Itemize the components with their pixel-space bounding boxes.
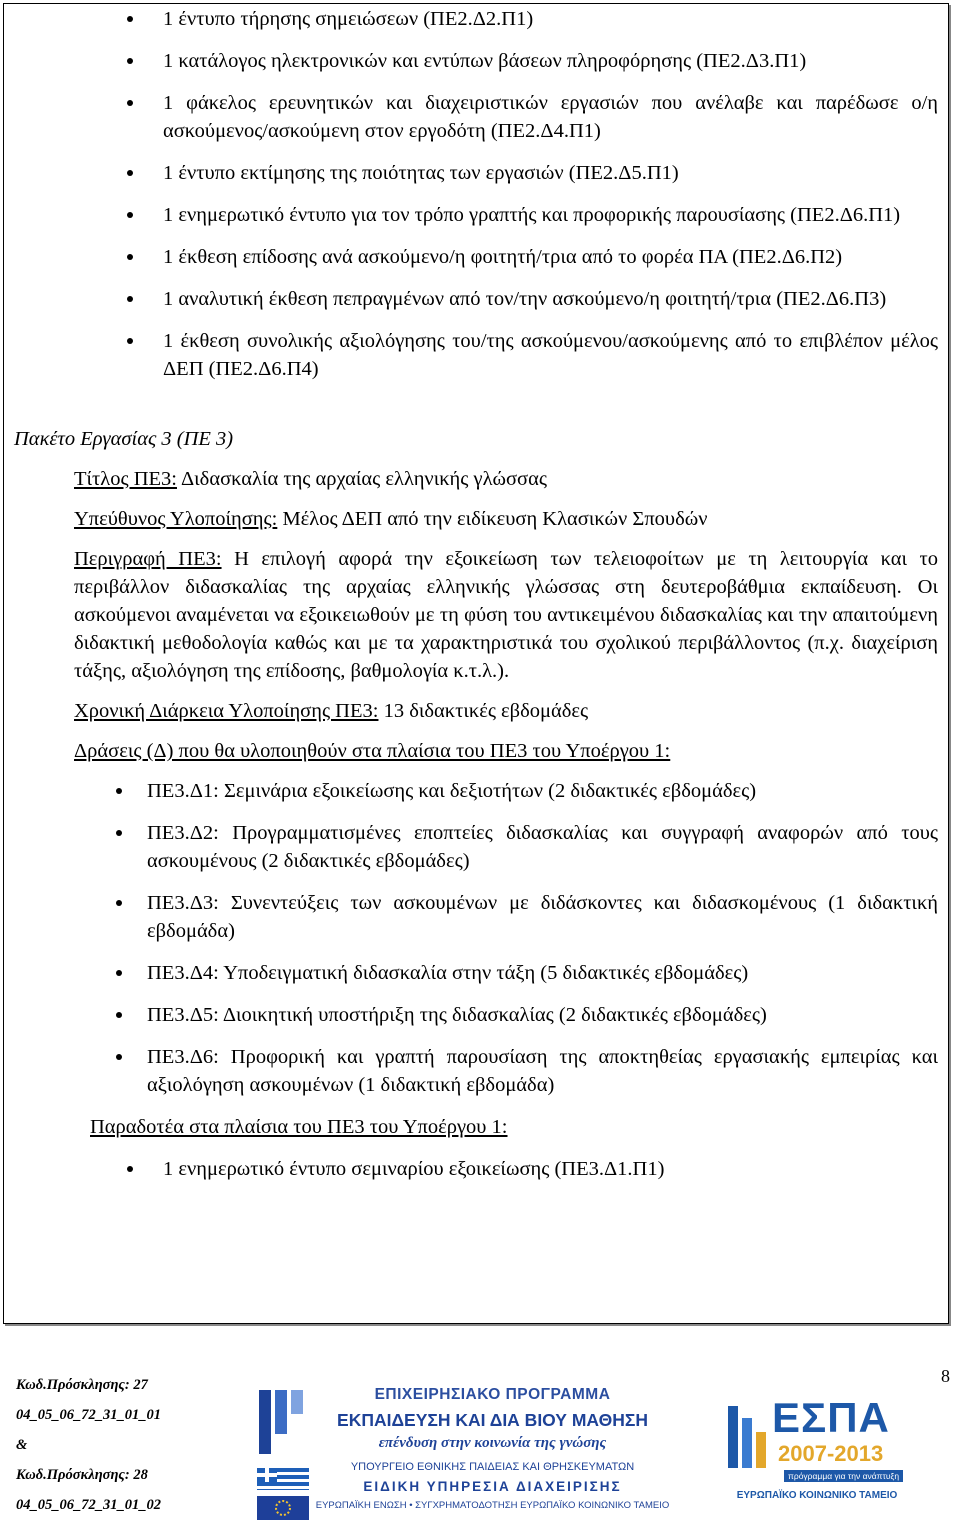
bullet-icon: [127, 1166, 133, 1172]
list-item: ΠΕ3.Δ4: Υποδειγματική διδασκαλία στην τάξη (5 διδακτικές εβδομάδες): [74, 959, 938, 987]
deliverables-heading: Παραδοτέα στα πλαίσια του ΠΕ3 του Υποέργου 1:: [90, 1116, 508, 1138]
description-paragraph: Περιγραφή ΠΕ3: Η επιλογή αφορά την εξοικείωση των τελειοφοίτων με τη λειτουργία και το περιβάλλον διδασκαλίας της αρχαίας ελληνικής γλώσσας στη δευτεροβάθμια εκπαίδευση. Οι ασκούμενοι αναμένεται να εξοικειωθούν με τη φύση του αντικειμένου διδασκαλίας και την απαιτούμενη διδακτική μεθοδολογία καθώς και με τα χαρακτηριστικά του σχολικού περιβάλλοντος (π.χ. διαχείριση τάξης, αξιολόγηση της επίδοσης, βαθμολογία κ.τ.λ.).: [74, 548, 938, 682]
list-item: ΠΕ3.Δ2: Προγραμματισμένες εποπτείες διδασκαλίας και συγγραφή αναφορών από τους ασκουμένους (2 διδακτικές εβδομάδες): [74, 819, 938, 875]
actions-heading: Δράσεις (Δ) που θα υλοποιηθούν στα πλαίσια του ΠΕ3 του Υποέργου 1:: [74, 740, 671, 762]
list-item: 1 ενημερωτικό έντυπο για τον τρόπο γραπτής και προφορικής παρουσίασης (ΠΕ2.Δ6.Π1): [14, 201, 938, 229]
bullet-icon: [116, 1054, 122, 1060]
list-item: 1 φάκελος ερευνητικών και διαχειριστικών εργασιών που ανέλαβε και παρέδωσε ο/η ασκούμενος/ασκούμενη στον εργοδότη (ΠΕ2.Δ4.Π1): [14, 89, 938, 145]
bullet-icon: [127, 58, 133, 64]
list-item: 1 έκθεση επίδοσης ανά ασκούμενο/η φοιτητή/τρια από το φορέα ΠΑ (ΠΕ2.Δ6.Π2): [14, 243, 938, 271]
work-package-details: [14, 465, 938, 765]
bullet-icon: [127, 100, 133, 106]
deliverables-list-pe3: [14, 1155, 938, 1183]
greek-flag-icon: [255, 1466, 311, 1522]
bullet-icon: [127, 338, 133, 344]
list-item: 1 έντυπο τήρησης σημειώσεων (ΠΕ2.Δ2.Π1): [14, 5, 938, 33]
bullet-icon: [116, 1012, 122, 1018]
espa-emblem-icon: [722, 1400, 772, 1480]
bullet-icon: [116, 788, 122, 794]
document-body: [14, 5, 938, 1183]
list-item: 1 κατάλογος ηλεκτρονικών και εντύπων βάσεων πληροφόρησης (ΠΕ2.Δ3.Π1): [14, 47, 938, 75]
list-item: ΠΕ3.Δ5: Διοικητική υποστήριξη της διδασκαλίας (2 διδακτικές εβδομάδες): [74, 1001, 938, 1029]
list-item: ΠΕ3.Δ3: Συνεντεύξεις των ασκουμένων με διδάσκοντες και διδασκομένους (1 διδακτική εβδομάδα): [74, 889, 938, 945]
duration-line: Χρονική Διάρκεια Υλοποίησης ΠΕ3: 13 διδακτικές εβδομάδες: [74, 700, 589, 722]
program-logo: ΕΠΙΧΕΙΡΗΣΙΑΚΟ ΠΡΟΓΡΑΜΜΑ ΕΚΠΑΙΔΕΥΣΗ ΚΑΙ ΔΙΑ ΒΙΟΥ ΜΑΘΗΣΗ επένδυση στην κοινωνία της γνώσης ΥΠΟΥΡΓΕΙΟ ΕΘΝΙΚΗΣ ΠΑΙΔΕΙΑΣ ΚΑΙ ΘΡΗΣΚΕΥΜΑΤΩΝ ΕΙΔΙΚΗ ΥΠΗΡΕΣΙΑ ΔΙΑΧΕΙΡΙΣΗΣ ΕΥΡΩΠΑΪΚΗ ΕΝΩΣΗ • ΣΥΓΧΡΗΜΑΤΟΔΟΤΗΣΗ ΕΥΡΩΠΑΪΚΟ ΚΟΙΝΩΝΙΚΟ ΤΑΜΕΙΟ: [255, 1386, 670, 1524]
actions-list: [14, 777, 938, 1099]
responsible-line: Υπεύθυνος Υλοποίησης: Μέλος ΔΕΠ από την ειδίκευση Κλασικών Σπουδών: [74, 508, 708, 530]
bullet-icon: [116, 830, 122, 836]
bullet-icon: [116, 970, 122, 976]
page-number: 8: [941, 1366, 950, 1386]
list-item: 1 έντυπο εκτίμησης της ποιότητας των εργασιών (ΠΕ2.Δ5.Π1): [14, 159, 938, 187]
bullet-icon: [127, 296, 133, 302]
espa-logo: ΕΣΠΑ 2007-2013 πρόγραμμα για την ανάπτυξη ΕΥΡΩΠΑΪΚΟ ΚΟΙΝΩΝΙΚΟ ΤΑΜΕΙΟ: [722, 1396, 912, 1521]
list-item: ΠΕ3.Δ1: Σεμινάρια εξοικείωσης και δεξιοτήτων (2 διδακτικές εβδομάδες): [74, 777, 938, 805]
call-codes: Κωδ.Πρόσκλησης: 27 04_05_06_72_31_01_01 & Κωδ.Πρόσκλησης: 28 04_05_06_72_31_01_02: [16, 1377, 161, 1513]
page-footer: [0, 1340, 960, 1534]
bullet-icon: [127, 212, 133, 218]
list-item: 1 αναλυτική έκθεση πεπραγμένων από τον/την ασκούμενο/η φοιτητή/τρια (ΠΕ2.Δ6.Π3): [14, 285, 938, 313]
bullet-icon: [127, 16, 133, 22]
package-title-line: Τίτλος ΠΕ3: Διδασκαλία της αρχαίας ελληνικής γλώσσας: [74, 468, 547, 490]
list-item: 1 έκθεση συνολικής αξιολόγησης του/της ασκούμενου/ασκούμενης από το επιβλέπον μέλος ΔΕΠ (ΠΕ2.Δ6.Π4): [14, 327, 938, 383]
list-item: ΠΕ3.Δ6: Προφορική και γραπτή παρουσίαση της αποκτηθείας εργασιακής εμπειρίας και αξιολόγηση ασκουμένων (1 διδακτική εβδομάδα): [74, 1043, 938, 1099]
bullet-icon: [116, 900, 122, 906]
work-package-title: Πακέτο Εργασίας 3 (ΠΕ 3): [14, 428, 234, 450]
bullet-icon: [127, 170, 133, 176]
bullet-icon: [127, 254, 133, 260]
program-emblem-icon: [255, 1386, 313, 1458]
deliverables-list-pe2: [14, 5, 938, 383]
list-item: 1 ενημερωτικό έντυπο σεμιναρίου εξοικείωσης (ΠΕ3.Δ1.Π1): [14, 1155, 938, 1183]
